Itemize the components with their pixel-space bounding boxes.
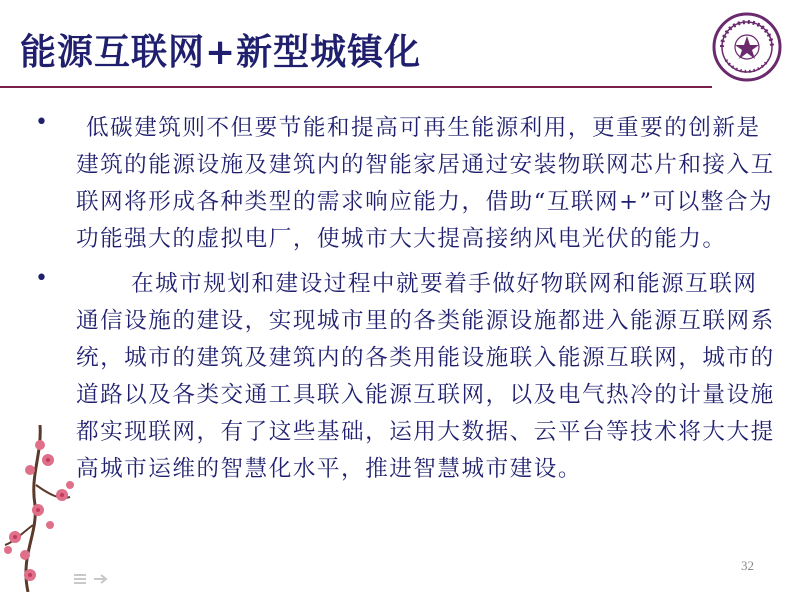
slide-nav-icons [72, 572, 112, 586]
menu-icon[interactable] [74, 574, 86, 584]
slide-title: 能源互联网+新型城镇化 [20, 32, 422, 73]
bullet-text: 在城市规划和建设过程中就要着手做好物联网和能源互联网通信设施的建设，实现城市里的各类能源设施都进入能源互联网系统，城市的建筑及建筑内的各类用能设施联入能源互联网，城市的道路以及各类交通工具联入能源互联网，以及电气热冷的计量设施都实现联网，有了这些基础，运用大数据、云平台等技术将大大提高城市运维的智慧化水平，推进智慧城市建设。 [76, 271, 775, 482]
bullet-item-2 [0, 266, 800, 488]
bullet-item-1 [0, 110, 800, 258]
university-seal-icon [712, 12, 782, 82]
bullet-marker: • [35, 110, 48, 135]
page-number: 32 [741, 558, 754, 573]
bullet-marker: • [35, 266, 48, 291]
arrow-right-icon[interactable] [94, 575, 106, 583]
title-underline [0, 86, 712, 88]
title-bar [0, 0, 800, 90]
bullet-text: 低碳建筑则不但要节能和提高可再生能源利用，更重要的创新是建筑的能源设施及建筑内的智能家居通过安装物联网芯片和接入互联网将形成各种类型的需求响应能力，借助“互联网+”可以整合为功能强大的虚拟电厂，使城市大大提高接纳风电光伏的能力。 [76, 115, 775, 252]
plum-blossom-decoration [0, 425, 85, 592]
slide-content [0, 110, 800, 496]
